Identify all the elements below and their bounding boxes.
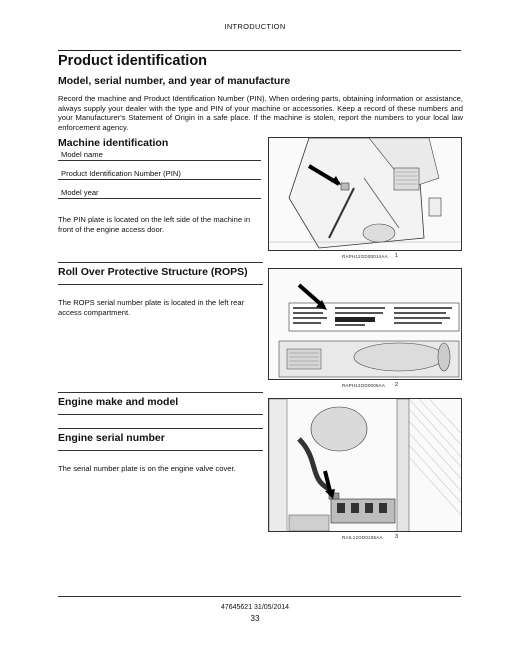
rops-top-rule: [58, 262, 263, 263]
model-name-field: Model name: [58, 148, 261, 161]
section-subtitle: Model, serial number, and year of manufacture: [58, 75, 291, 87]
rops-bottom-rule: [58, 284, 263, 285]
figure-1-number: 1: [395, 253, 399, 259]
footer-rule: [58, 596, 461, 597]
figure-2-number: 2: [395, 382, 399, 388]
header-rule: [58, 50, 461, 51]
engine-illustration: [269, 399, 462, 532]
rops-plate-illustration: [269, 269, 462, 380]
engine-serial-heading: Engine serial number: [58, 432, 165, 444]
figure-1-caption: RAPH12GD00014AA: [342, 254, 388, 259]
figure-engine-plate: [268, 398, 462, 532]
pin-location-note: The PIN plate is located on the left side of the machine in front of the engine access door.: [58, 215, 251, 234]
running-header: INTRODUCTION: [224, 22, 286, 31]
figure-3-caption: RAIL12GD0106AA: [342, 535, 383, 540]
machine-id-heading: Machine identification: [58, 137, 169, 149]
footer-doc-code: 47645621 31/05/2014: [220, 604, 290, 611]
engine-serial-note: The serial number plate is on the engine valve cover.: [58, 464, 236, 473]
engine-model-heading: Engine make and model: [58, 396, 179, 408]
rops-note: The ROPS serial number plate is located in the left rear access compartment.: [58, 298, 245, 317]
page-title: Product identification: [58, 53, 208, 69]
engine-model-bottom-rule: [58, 414, 263, 415]
pin-field: Product Identification Number (PIN): [58, 167, 261, 180]
intro-paragraph: Record the machine and Product Identification Number (PIN). When ordering parts, obtaining information or assistance, always supply your dealer with the type and PIN of your machine or accessories. Keep a record of these numbers and your Manufacturer's Statement of Origin in a safe place. If the machine is stolen, report the numbers to your local law enforcement agency.: [58, 94, 463, 132]
page-number: 33: [250, 614, 260, 623]
figure-2-caption: RAPH12GD0005AA: [342, 383, 386, 388]
engine-model-top-rule: [58, 392, 263, 393]
model-year-field: Model year: [58, 186, 261, 199]
figure-pin-plate: [268, 137, 462, 251]
figure-3-number: 3: [395, 534, 399, 540]
engine-serial-top-rule: [58, 428, 263, 429]
machine-side-illustration: [269, 138, 462, 251]
figure-rops-plate: [268, 268, 462, 380]
rops-heading: Roll Over Protective Structure (ROPS): [58, 266, 248, 278]
engine-serial-bottom-rule: [58, 450, 263, 451]
